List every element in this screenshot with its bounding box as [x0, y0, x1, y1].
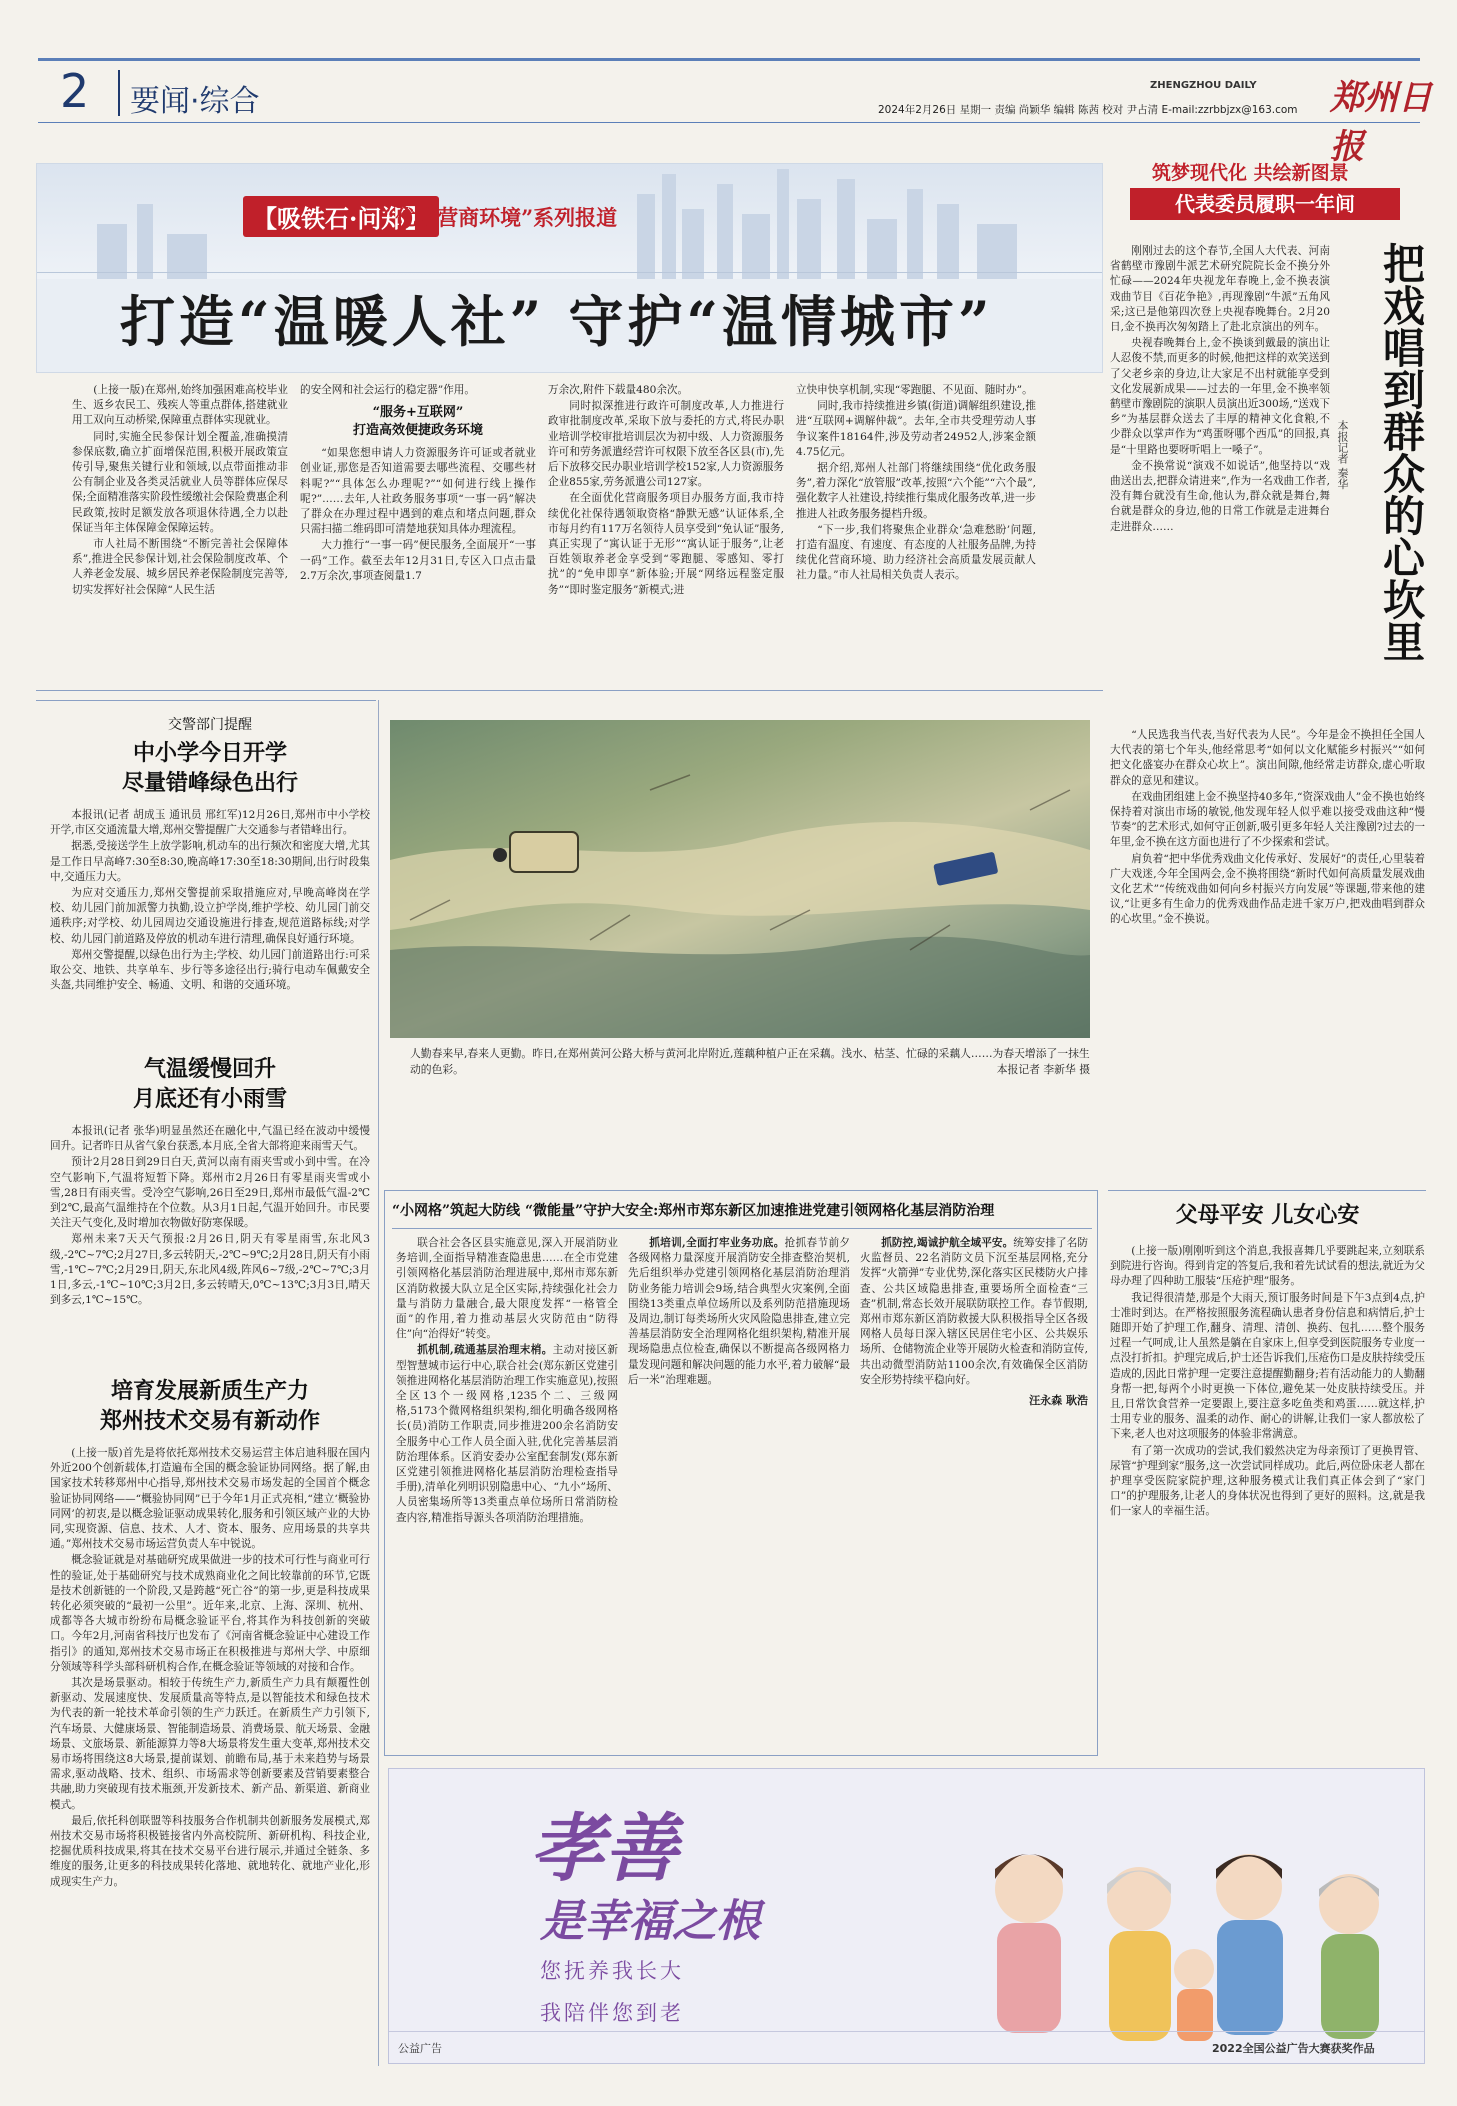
dateline: 2024年2月26日 星期一 责编 尚颖华 编辑 陈茜 校对 尹占清 E-mail:zzrbbjzx@163.com: [878, 104, 1298, 116]
left-kicker: 交警部门提醒: [168, 717, 252, 733]
parents-headline: 父母平安 儿女心安: [1175, 1202, 1360, 1228]
left-article-3: [50, 1446, 370, 2066]
ad-title-main: 孝善: [530, 1806, 678, 1892]
article1-paragraph: 万余次,附件下载量480余次。: [548, 384, 689, 396]
right-paragraph: “人民选我当代表,当好代表为人民”。今年是金不换担任全国人大代表的第七个年头,他经常思考“如何以文化赋能乡村振兴”“如何把文化盛宴办在群众心坎上”。演出间隙,他经常走访群众,虚心听取群众的意见和建议。: [1110, 729, 1425, 787]
right-headline: 把戏唱到群众的心坎里: [1377, 242, 1426, 662]
parents-paragraph: (上接一版)刚刚听到这个消息,我报喜舞几乎要跳起来,立刻联系到院进行咨询。得到肯定的答复后,我和着先试试看的想法,就近为父母办理了四种助工服装“压疮护理”服务。: [1110, 1245, 1425, 1288]
left-paragraph: (上接一版)首先是将依托郑州技术交易运营主体启迪科服在国内外近200个创新载体,打造遍布全国的概念验证协同网络。据了解,由国家技术转移郑州中心指导,郑州技术交易市场发起的全国首个概念验证协同网络——“概验协同网”已于今年1月正式亮相,“建立‘概验协同网’的初衷,是以概念验证驱动成果转化,服务和引领区域产业的大协同,实现资源、信息、技术、人才、资本、服务、应用场景的共享共通。”郑州技术交易市场运营负责人车中锐说。: [50, 1447, 370, 1551]
fire-paragraph: [860, 1236, 1088, 1388]
right-paragraph: 央视春晚舞台上,金不换谈到戴最的演出让人忍俊不禁,而更多的时候,他把这样的欢笑送到了父老乡亲的身边,让大家足不出村就能享受到文化发展新成果——过去的一年里,金不换率领鹤壁市豫剧院的演职人员演出近300场,“送戏下乡”为基层群众送去了丰厚的精神文化食粮,不少群众以掌声作为“鸡蛋呀哪个西瓜”的回报,真是“十里路也要呀听唱上一嗓子”。: [1110, 337, 1330, 456]
header-divider: [118, 70, 120, 116]
article1-paragraph: “如果您想申请人力资源服务许可证或者就业创业证,那您是否知道需要去哪些流程、交哪些材料呢?”“具体怎么办理呢?”“如何进行线上操作呢?”……去年,人社政务服务事项“一事一码”解决了群众在办理过程中遇到的难点和堵点问题,群众只需扫描二维码即可清楚地获知具体办理流程。: [300, 447, 536, 536]
right-paragraph: 刚刚过去的这个春节,全国人大代表、河南省鹤壁市豫剧牛派艺术研究院院长金不换分外忙碌——2024年央视龙年春晚上,金不换表演戏曲节目《百花争艳》,再现豫剧“牛派”五角风采;这已是他第四次登上央视春晚舞台。2月20日,金不换再次匆匆踏上了赴北京演出的列车。: [1110, 245, 1330, 334]
left-headline-3: 培育发展新质生产力 郑州技术交易有新动作: [99, 1378, 320, 1434]
header-top-rule: [38, 58, 1420, 61]
fire-paragraph: [396, 1343, 618, 1525]
parents-top-rule: [1108, 1190, 1426, 1191]
article1-paragraph: 的安全网和社会运行的稳定器”作用。: [300, 384, 475, 396]
ad-label-left: 公益广告: [398, 2042, 442, 2055]
masthead-english: ZHENGZHOU DAILY: [1150, 80, 1257, 91]
right-paragraph: 在戏曲团组建上金不换坚持40多年,“资深戏曲人”金不换也始终保持着对演出市场的敏锐,他发现年轻人似乎难以接受戏曲这种“慢节奏”的艺术形式,如何守正创新,吸引更多年轻人关注豫剧?过去的一年里,金不换在这方面也进行了不少探索和尝试。: [1110, 790, 1425, 849]
left-article-2: [50, 1124, 370, 1374]
fire-paragraph: 联合社会各区县实施意见,深入开展消防业务培训,全面指导精准查隐患患……在全市党建引领网格化基层消防治理进展中,郑州市郑东新区消防救援大队立足全区实际,持续强化社会力量与消防力量融合,最大限度发挥“一格管全面”的作用,着力推动基层火灾防范由“防得住”向“治得好”转变。: [396, 1237, 618, 1341]
fire-byline: 汪永森 耿浩: [1029, 1394, 1088, 1408]
left-column-rule: [378, 700, 379, 2066]
family-illustration: [949, 1809, 1419, 2059]
page-number: 2: [60, 64, 90, 118]
fire-subhead: 抓培训,全面打牢业务功底。: [649, 1237, 785, 1249]
left-article-1: [50, 808, 370, 1048]
left-headline-2: 气温缓慢回升 月底还有小雨雪: [132, 1056, 287, 1112]
left-paragraph: 据悉,受接送学生上放学影响,机动车的出行频次和密度大增,尤其是工作日早高峰7:30至8:30,晚高峰17:30至18:30期间,出行时段集中,交通压力大。: [50, 840, 370, 883]
right-kicker-banner: 代表委员履职一年间: [1130, 188, 1400, 220]
photo-credit: 本报记者 李新华 摄: [996, 1063, 1090, 1076]
ad-line-1: 您抚养我长大: [540, 1959, 684, 1983]
left-paragraph: 为应对交通压力,郑州交警提前采取措施应对,早晚高峰岗在学校、幼儿园门前加派警力执勤,设立护学岗,维护学校、幼儿园门前交通秩序;对学校、幼儿园周边交通设施进行排查,规范道路标线;对学校、幼儿园门前道路及停放的机动车进行清理,确保良好通行环境。: [50, 887, 370, 945]
photo-illustration: [390, 720, 1090, 1038]
parents-paragraph: 我记得很清楚,那是个大雨天,预订服务时间是下午3点到4点,护士准时到达。在严格按照服务流程确认患者身份信息和病情后,护士随即开始了护理工作,翻身、清理、清创、换药、包扎……整个服务过程一气呵成,让人虽然是躺在自家床上,但享受到医院服务专业度一点没打折扣。护理完成后,护士还告诉我们,压疮伤口是皮肤持续受压造成的,因此日常护理一定要注意提醒勤翻身;若有活动能力的人勤翻身帮一把,每两个小时更换一下体位,避免某一处皮肤持续受压。并且,日常饮食营养一定要跟上,要注意多吃鱼类和鸡蛋……就这样,护士用专业的服务、温柔的动作、耐心的讲解,让我们一家人都放松了下来,老人也对这项服务的体验非常满意。: [1110, 1291, 1425, 1441]
right-paragraph: 肩负着“把中华优秀戏曲文化传承好、发展好”的责任,心里装着广大戏迷,今年全国两会,金不换将围绕“新时代如何高质量发展戏曲文化艺术”“传统戏曲如何向乡村振兴方向发展”等课题,带来他的建议,“让更多有生命力的优秀戏曲作品走进千家万户,把戏曲唱到群众的心坎里。”金不换说。: [1110, 852, 1425, 926]
left-headline-1: 中小学今日开学 尽量错峰绿色出行: [121, 740, 298, 796]
left-paragraph: 本报讯(记者 张华)明显虽然还在融化中,气温已经在波动中缓慢回升。记者昨日从省气象台获悉,本月底,全省大部将迎来雨雪天气。: [50, 1125, 370, 1153]
series-tag: 【吸铁石·问郑】: [243, 196, 439, 237]
article1-paragraph: 同时,我市持续推进乡镇(街道)调解组织建设,推进“互联网+调解仲裁”。去年,全市共受理劳动人事争议案件18164件,涉及劳动者24952人,涉案金额4.75亿元。: [796, 400, 1036, 458]
left-paragraph: 郑州未来7天天气预报:2月26日,阴天有零星雨雪,东北风3级,-2℃~7℃;2月27日,多云转阴天,-2℃~9℃;2月28日,阴天有小雨雪,-1℃~7℃;2月29日,阴天,东北风4级,阵风6~7级,-2℃~7℃;3月1日,多云,-1℃~10℃;3月2日,多云转晴天,0℃~13℃;3月3日,晴天到多云,1℃~15℃。: [50, 1233, 370, 1307]
left-paragraph: 其次是场景驱动。相较于传统生产力,新质生产力具有颠覆性创新驱动、发展速度快、发展质量高等特点,是以智能技术和绿色技术为代表的新一轮技术革命引领的生产力跃迁。在新质生产力引领下,汽车场景、大健康场景、智能制造场景、消费场景、航天场景、金融场景、文旅场景、新能源算力等8大场景将发生重大变革,郑州技术交易市场将围绕这8大场景,提前谋划、前瞻布局,基于未来趋势与场景需求,驱动战略、技术、组织、市场需求等创新要素及营销要素整合共融,助力突破现有技术瓶颈,开发新技术、新产品、新渠道、新商业模式。: [50, 1677, 370, 1811]
ad-line-2: 我陪伴您到老: [540, 2001, 684, 2025]
right-paragraph: 金不换常说“演戏不如说话”,他坚持以“戏曲送出去,把群众请进来”,作为一名戏曲工作者,没有舞台就没有生命,他认为,群众就是舞台,舞台就是群众的身边,他的日常工作就是走进舞台走进群众……: [1110, 459, 1330, 533]
article-headline: 打造“温暖人社” 守护“温情城市”: [120, 289, 994, 354]
fire-title-rule: [392, 1228, 1092, 1229]
article1-col2: [300, 383, 536, 683]
fire-text: 主动对接区新型智慧城市运行中心,联合社会(郑东新区党建引领推进网格化基层消防治理工作实施意见),按照全区13个一级网格,1235个二、三级网格,5173个微网格组织架构,细化明确各级网格长(员)消防工作职责,同步推进200余名消防安全服务中心工作人员全面入驻,优化完善基层消防治理体系。区消安委办公室配套制发(郑东新区党建引领推进网格化基层消防治理检查指导手册),清单化列明识别隐患中心、“九小”场所、人员密集场所等13类重点单位场所日常消防检查内容,精准指导源头各项消防治理措施。: [396, 1344, 618, 1524]
article1-paragraph: 同时拟深推进行政许可制度改革,人力推进行政审批制度改革,采取下放与委托的方式,将民办职业培训学校审批培训层次为初中级、人力资源服务许可和劳务派遣经营许可权限下放至各区县(市),先后下放移交民办职业培训学校152家,人力资源服务企业855家,劳务派遣公司127家。: [548, 400, 784, 489]
fire-text: 统筹安排了名防火监督员、22名消防文员下沉至基层网格,充分发挥“火箭弹”专业优势,深化落实区民楼防火户排查、公共区域隐患排查,重要场所全面检查“三查”机制,常态长效开展联防联控工作。春节假期,郑州市郑东新区消防救援大队积极指导全区各级网格人员每日深入辖区民居住宅小区、公共娱乐场所、仓储物流企业等开展防火检查和消防宣传,共出动微型消防站1100余次,有效确保全区消防安全形势持续平稳向好。: [860, 1237, 1088, 1386]
header-bottom-rule: [38, 122, 1420, 123]
ad-label-right: 2022全国公益广告大赛获奖作品: [1212, 2042, 1375, 2055]
parents-paragraph: 有了第一次成功的尝试,我们毅然决定为母亲预订了更换胃管、尿管“护理到家”服务,这一次尝试同样成功。此后,两位卧床老人都在护理享受医院家院护理,这种服务模式让我们真正体会到了“家门口”的护理服务,让老人的身体状况也得到了更好的照料。这,就是我们一家人的幸福生活。: [1110, 1444, 1425, 1518]
article1-paragraph: 据介绍,郑州人社部门将继续围绕“优化政务服务”,着力深化“放管服”改革,按照“六个能”“六个最”,强化数字人社建设,持续推行集成化服务改革,进一步推进人社政务服务提档升级。: [796, 462, 1036, 520]
fire-paragraph: [628, 1236, 850, 1388]
left-paragraph: 最后,依托科创联盟等科技服务合作机制共创新服务发展模式,郑州技术交易市场将积极链接省内外高校院所、新研机构、科技企业,挖掘优质科技成果,将其在技术交易平台进行展示,并通过全链条、多维度的服务,让更多的科技成果转化落地、就地转化、就地产业化,形成现实生产力。: [50, 1814, 370, 1888]
right-col-bottom: [1110, 728, 1425, 1183]
lotus-harvest-photo: [390, 720, 1090, 1038]
article1-subheading: “服务+互联网” 打造高效便捷政务环境: [352, 405, 483, 439]
right-col-top: [1110, 244, 1330, 724]
ad-title-sub: 是幸福之根: [540, 1896, 760, 1947]
left-top-rule: [36, 700, 376, 701]
left-paragraph: 概念验证就是对基础研究成果做进一步的技术可行性与商业可行性的验证,处于基础研究与技术成熟商业化之间比较靠前的环节,它既是技术创新链的一个阶段,又是跨越“死亡谷”的第一步,更是科技成果转化必须突破的“最初一公里”。近年来,北京、上海、深圳、杭州、成都等各大城市纷纷布局概念验证平台,将其作为科技创新的突破口。今年2月,河南省科技厅也发布了《河南省概念验证中心建设工作指引》的通知,郑州技术交易市场正在积极推进与郑州大学、中原细分领域等科学头部科研机构合作,在概念验证等领域的对接和合作。: [50, 1554, 370, 1673]
left-paragraph: 本报讯(记者 胡成玉 通讯员 邢红军)12月26日,郑州市中小学校开学,市区交通流量大增,郑州交警提醒广大交通参与者错峰出行。: [50, 809, 370, 837]
article1-paragraph: 立快申快享机制,实现“零跑腿、不见面、随时办”。: [796, 384, 1033, 396]
fire-subhead: 抓防控,竭诚护航全域平安。: [881, 1237, 1014, 1249]
article1-col4: [796, 383, 1036, 683]
section-name: 要闻·综合: [130, 84, 260, 119]
masthead-logo: 郑州日报: [1330, 78, 1432, 167]
banner-divider: [37, 272, 1103, 273]
right-byline: 本报记者 秦华: [1336, 420, 1349, 490]
fire-safety-headline: “小网格”筑起大防线 “微能量”守护大安全:郑州市郑东新区加速推进党建引领网格化基层消防治理: [392, 1203, 995, 1219]
fire-subhead: 抓机制,疏通基层治理末梢。: [417, 1344, 553, 1357]
article1-paragraph: (上接一版)在郑州,始终加强困难高校毕业生、返乡农民工、残疾人等重点群体,搭建就业用工双向互动桥梁,保障重点群体实现就业。: [72, 384, 288, 427]
fire-col1: [396, 1236, 618, 1748]
article1-paragraph: 大力推行“一事一码”便民服务,全面展开“一事一码”工作。截至去年12月31日,专区入口点击量2.7万余次,事项查阅量1.7: [300, 539, 536, 582]
article1-paragraph: 同时,实施全民参保计划全覆盖,准确摸清参保底数,确立扩面增保范围,积极开展政策宣传引导,聚焦关键行业和领域,以点带面推动非公有制企业及各类灵活就业人员等群体应保尽保;全面精准落实阶段性缓缴社会保险费惠企利民政策,按时足额发放各项退休待遇,全力以赴保证当年主体保障金保障运转。: [72, 430, 288, 534]
ad-footer-rule: [389, 2031, 1425, 2032]
fire-text: 抢抓春节前夕各级网格力量深度开展消防安全排查整治契机,先后组织举办党建引领网格化基层消防治理消防业务能力培训会9场,结合典型火灾案例,全面围绕13类重点单位场所以及系列防范措施现场及周边,制订每类场所火灾风险隐患排查,建立完善基层消防安全治理网格化组织架构,精准开展现场隐患点位检查,确保以不断提高各级网格力量发现问题和解决问题的能力水平,着力破解“最后一米”治理难题。: [628, 1237, 850, 1386]
fire-col3: [860, 1236, 1088, 1748]
fire-col2: [628, 1236, 850, 1748]
parents-article: [1110, 1244, 1425, 1756]
photo-caption: [410, 1046, 1090, 1078]
right-kicker: 筑梦现代化 共绘新图景: [1152, 162, 1349, 184]
article1-paragraph: 市人社局不断围绕“不断完善社会保障体系”,推进全民参保计划,社会保险制度改革、个人养老金发展、城乡居民养老保险制度完善等,切实发挥好社会保障“人民生活: [72, 538, 288, 596]
section-divider: [36, 690, 1103, 691]
left-paragraph: 预计2月28日到29日白天,黄河以南有雨夹雪或小到中雪。在冷空气影响下,气温将短暂下降。郑州市2月26日有零星雨夹雪或小雪,28日有雨夹雪。受冷空气影响,26日至29日,郑州市最低气温-2℃到2℃,最高气温维持在个位数。从3月1日起,气温开始回升。市民要关注天气变化,及时增加衣物做好防寒保暖。: [50, 1156, 370, 1230]
left-paragraph: 郑州交警提醒,以绿色出行为主;学校、幼儿园门前道路出行:可采取公交、地铁、共享单车、步行等多途径出行;骑行电动车佩戴安全头盔,共同维护安全、畅通、文明、和谐的交通环境。: [50, 948, 370, 992]
article1-paragraph: 在全面优化营商服务项目办服务方面,我市持续优化社保待遇领取资格“静默无感”认证体系,全市每月约有117万名领待人员享受到“免认证”服务,真正实现了“寓认证于无形”“寓认证于服务”,让老百姓领取养老金享受到“零跑腿、零感知、零打扰”的“免申即享”新体验;开展“网络远程鉴定服务”“即时鉴定服务”新模式;进: [548, 492, 784, 596]
article1-col1: [72, 383, 288, 683]
caption-text: 人勤春来早,春来人更勤。昨日,在郑州黄河公路大桥与黄河北岸附近,莲藕种植户正在采藕。浅水、枯茎、忙碌的采藕人……为春天增添了一抹生动的色彩。: [410, 1047, 1090, 1076]
article1-col3: [548, 383, 784, 683]
article1-paragraph: “下一步,我们将聚焦企业群众‘急难愁盼’问题,打造有温度、有速度、有态度的人社服务品牌,为持续优化营商环境、助力经济社会高质量发展贡献人社力量。”市人社局相关负责人表示。: [796, 523, 1036, 582]
series-name: “优化营商环境”系列报道: [383, 205, 618, 230]
